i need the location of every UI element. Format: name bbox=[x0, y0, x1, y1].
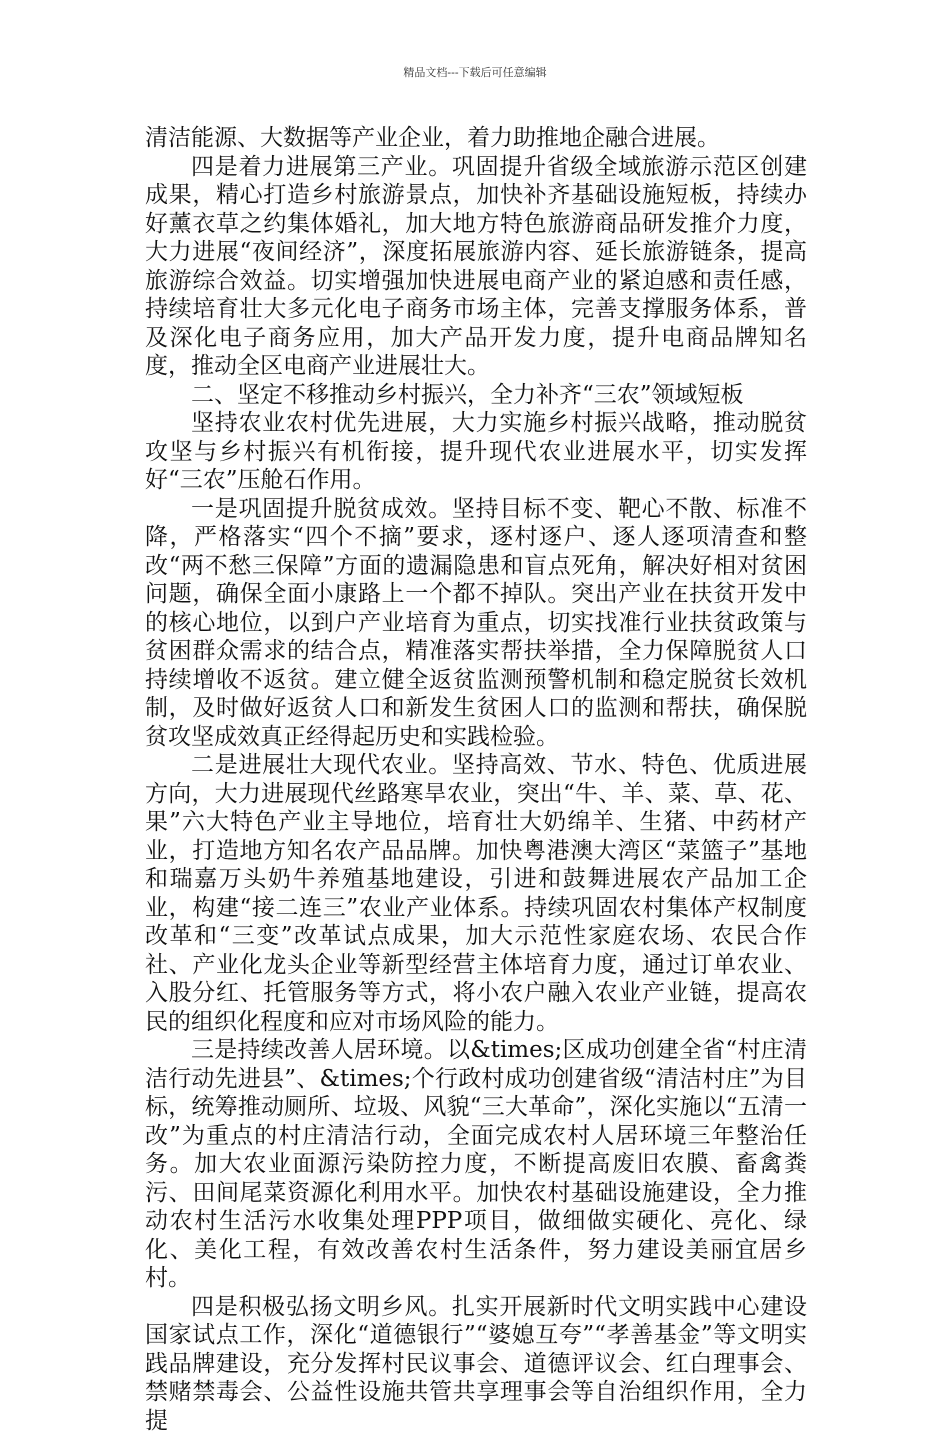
paragraph-continuation: 清洁能源、大数据等产业企业，着力助推地企融合进展。 bbox=[145, 124, 807, 153]
page-header: 精品文档---下载后可任意编辑 bbox=[0, 66, 950, 80]
paragraph-civilized-rural-customs: 四是积极弘扬文明乡风。扎实开展新时代文明实践中心建设国家试点工作，深化“道德银行”“婆媳互夸”“孝善基金”等文明实践品牌建设，充分发挥村民议事会、道德评议会、红白理事会、禁赌禁毒会、公益性设施共管共享理事会等自治组织作用，全力提 bbox=[145, 1293, 807, 1435]
document-body bbox=[145, 124, 807, 1435]
paragraph-tertiary-industry: 四是着力进展第三产业。巩固提升省级全域旅游示范区创建成果，精心打造乡村旅游景点，加快补齐基础设施短板，持续办好薰衣草之约集体婚礼，加大地方特色旅游商品研发推介力度，大力进展“夜间经济”，深度拓展旅游内容、延长旅游链条，提高旅游综合效益。切实增强加快进展电商产业的紧迫感和责任感，持续培育壮大多元化电子商务市场主体，完善支撑服务体系，普及深化电子商务应用，加大产品开发力度，提升电商品牌知名度，推动全区电商产业进展壮大。 bbox=[145, 153, 807, 381]
paragraph-agriculture-priority: 坚持农业农村优先进展，大力实施乡村振兴战略，推动脱贫攻坚与乡村振兴有机衔接，提升现代农业进展水平，切实发挥好“三农”压舱石作用。 bbox=[145, 409, 807, 495]
paragraph-living-environment: 三是持续改善人居环境。以&times;区成功创建全省“村庄清洁行动先进县”、&times;个行政村成功创建省级“清洁村庄”为目标，统筹推动厕所、垃圾、风貌“三大革命”，深化实施以“五清一改”为重点的村庄清洁行动，全面完成农村人居环境三年整治任务。加大农业面源污染防控力度，不断提高废旧农膜、畜禽粪污、田间尾菜资源化利用水平。加快农村基础设施建设，全力推动农村生活污水收集处理PPP项目，做细做实硬化、亮化、绿化、美化工程，有效改善农村生活条件，努力建设美丽宜居乡村。 bbox=[145, 1036, 807, 1293]
paragraph-modern-agriculture: 二是进展壮大现代农业。坚持高效、节水、特色、优质进展方向，大力进展现代丝路寒旱农业，突出“牛、羊、菜、草、花、果”六大特色产业主导地位，培育壮大奶绵羊、生猪、中药材产业，打造地方知名农产品品牌。加快粤港澳大湾区“菜篮子”基地和瑞嘉万头奶牛养殖基地建设，引进和鼓舞进展农产品加工企业，构建“接二连三”农业产业体系。持续巩固农村集体产权制度改革和“三变”改革试点成果，加大示范性家庭农场、农民合作社、产业化龙头企业等新型经营主体培育力度，通过订单农业、入股分红、托管服务等方式，将小农户融入农业产业链，提高农民的组织化程度和应对市场风险的能力。 bbox=[145, 751, 807, 1036]
section-heading-rural-revitalization: 二、坚定不移推动乡村振兴，全力补齐“三农”领域短板 bbox=[145, 381, 807, 410]
paragraph-poverty-alleviation: 一是巩固提升脱贫成效。坚持目标不变、靶心不散、标准不降，严格落实“四个不摘”要求，逐村逐户、逐人逐项清查和整改“两不愁三保障”方面的遗漏隐患和盲点死角，解决好相对贫困问题，确保全面小康路上一个都不掉队。突出产业在扶贫开发中的核心地位，以到户产业培育为重点，切实找准行业扶贫政策与贫困群众需求的结合点，精准落实帮扶举措，全力保障脱贫人口持续增收不返贫。建立健全返贫监测预警机制和稳定脱贫长效机制，及时做好返贫人口和新发生贫困人口的监测和帮扶，确保脱贫攻坚成效真正经得起历史和实践检验。 bbox=[145, 495, 807, 752]
